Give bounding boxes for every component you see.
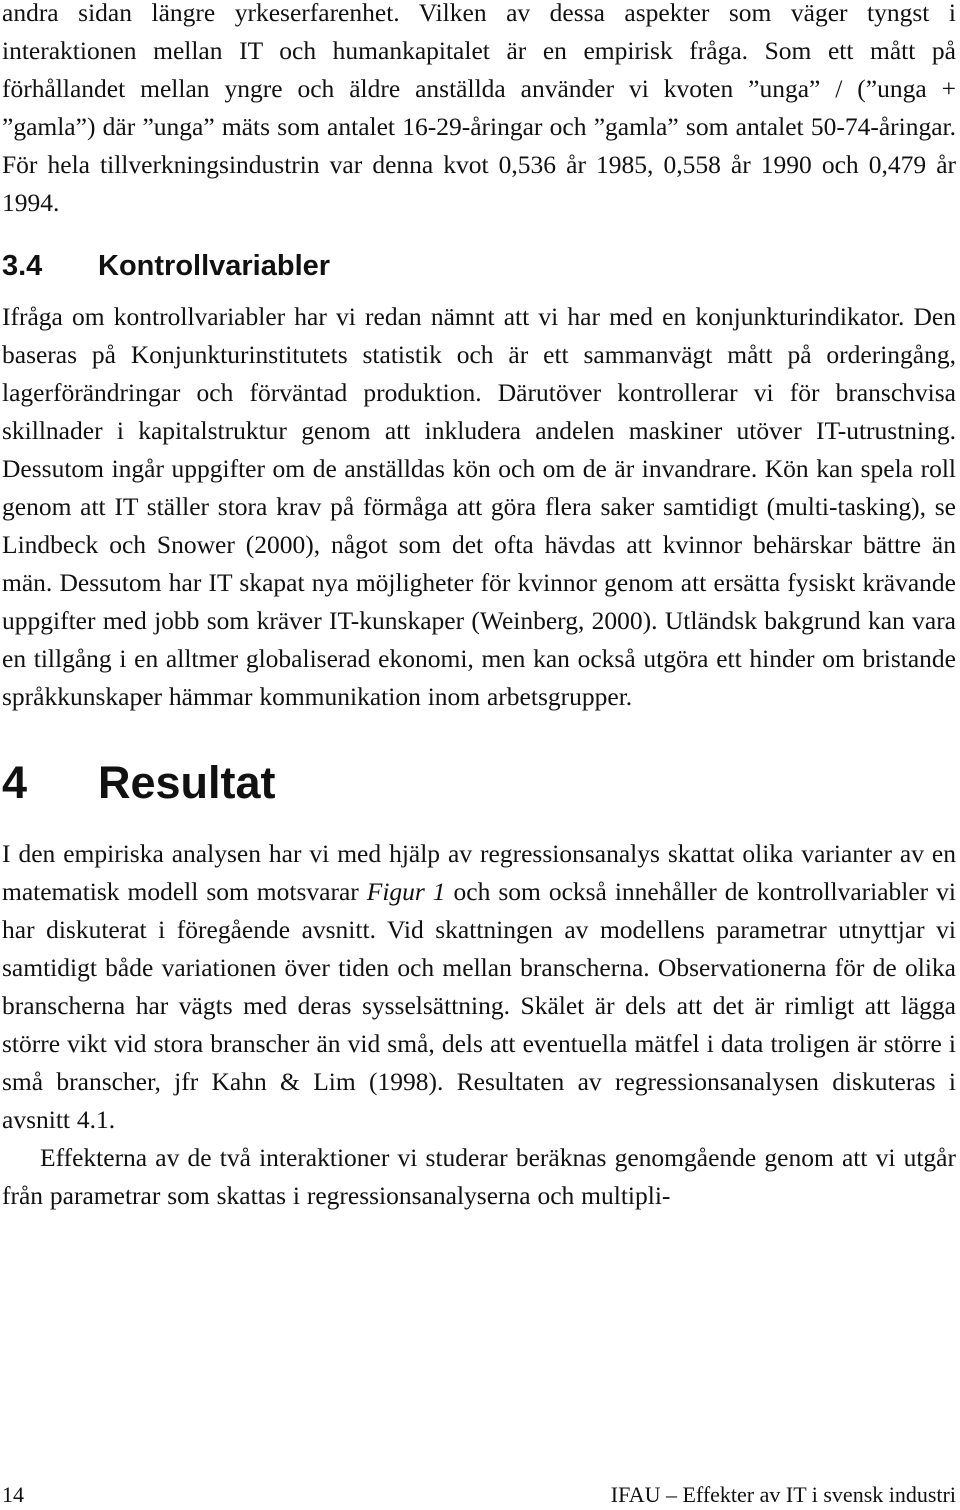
section-title: Kontrollvariabler xyxy=(98,250,331,282)
paragraph-control-variables: Ifråga om kontrollvariabler har vi redan nämnt att vi har med en konjunkturindikator. Den baseras på Konjunkturinstitutets statistik och är ett sammanvägt mått på orderingång, lagerförändringar och förväntad produktion. Därutöver kontrollerar vi för branschvisa skillnader i kapitalstruktur genom att inkludera andelen maskiner utöver IT-utrustning. Dessutom ingår uppgifter om de anställdas kön och om de är invandrare. Kön kan spela roll genom att IT ställer stora krav på förmåga att göra flera saker samtidigt (multi-tasking), se Lindbeck och Snower (2000), något som det ofta hävdas att kvinnor behärskar bättre än män. Dessutom har IT skapat nya möjligheter för kvinnor genom att ersätta fysiskt krävande uppgifter med jobb som kräver IT-kunskaper (Weinberg, 2000). Utländsk bakgrund kan vara en tillgång i en alltmer globaliserad ekonomi, men kan också utgöra ett hinder om bristande språkkunskaper hämmar kommunikation inom arbetsgrupper. xyxy=(2,302,956,711)
running-title: IFAU – Effekter av IT i svensk industri xyxy=(610,1482,956,1507)
figure-reference: Figur 1 xyxy=(366,877,446,906)
paragraph-text: I den empiriska analysen har vi med hjälp av regressionsanalys skattat olika varianter av en matematisk modell som motsvarar xyxy=(2,839,956,906)
paragraph-text: och som också innehåller de kontrollvariabler vi har diskuterat i föregående avsnitt. Vid skattningen av modellens parametrar utnyttjar vi samtidigt både variationen över tiden och mellan branscherna. Observationerna för de olika branscherna har vägts med deras sysselsättning. Skälet är dels att det är rimligt att lägga större vikt vid stora branscher än vid små, dels att eventuella mätfel i data troligen är större i små branscher, jfr Kahn & Lim (1998). Resultaten av regressionsanalysen diskuteras i avsnitt 4.1. xyxy=(2,877,956,1134)
chapter-number: 4 xyxy=(2,757,28,808)
chapter-heading-4 xyxy=(2,755,956,811)
document-page xyxy=(2,0,956,1215)
section-number: 3.4 xyxy=(2,250,43,282)
paragraph-empirical-analysis xyxy=(2,835,956,1139)
paragraph-interaction-effects: Effekterna av de två interaktioner vi studerar beräknas genomgående genom att vi utgår från parametrar som skattas i regressionsanalyserna och multipli- xyxy=(2,1143,956,1210)
chapter-title: Resultat xyxy=(98,757,276,808)
section-heading-3-4 xyxy=(2,248,956,284)
paragraph-human-capital-ratio: andra sidan längre yrkeserfarenhet. Vilken av dessa aspekter som väger tyngst i interaktionen mellan IT och humankapitalet är en empirisk fråga. Som ett mått på förhållandet mellan yngre och äldre anställda använder vi kvoten ”unga” / (”unga + ”gamla”) där ”unga” mäts som antalet 16-29-åringar och ”gamla” som antalet 50-74-åringar. För hela tillverkningsindustrin var denna kvot 0,536 år 1985, 0,558 år 1990 och 0,479 år 1994. xyxy=(2,0,956,217)
page-number: 14 xyxy=(2,1482,24,1507)
